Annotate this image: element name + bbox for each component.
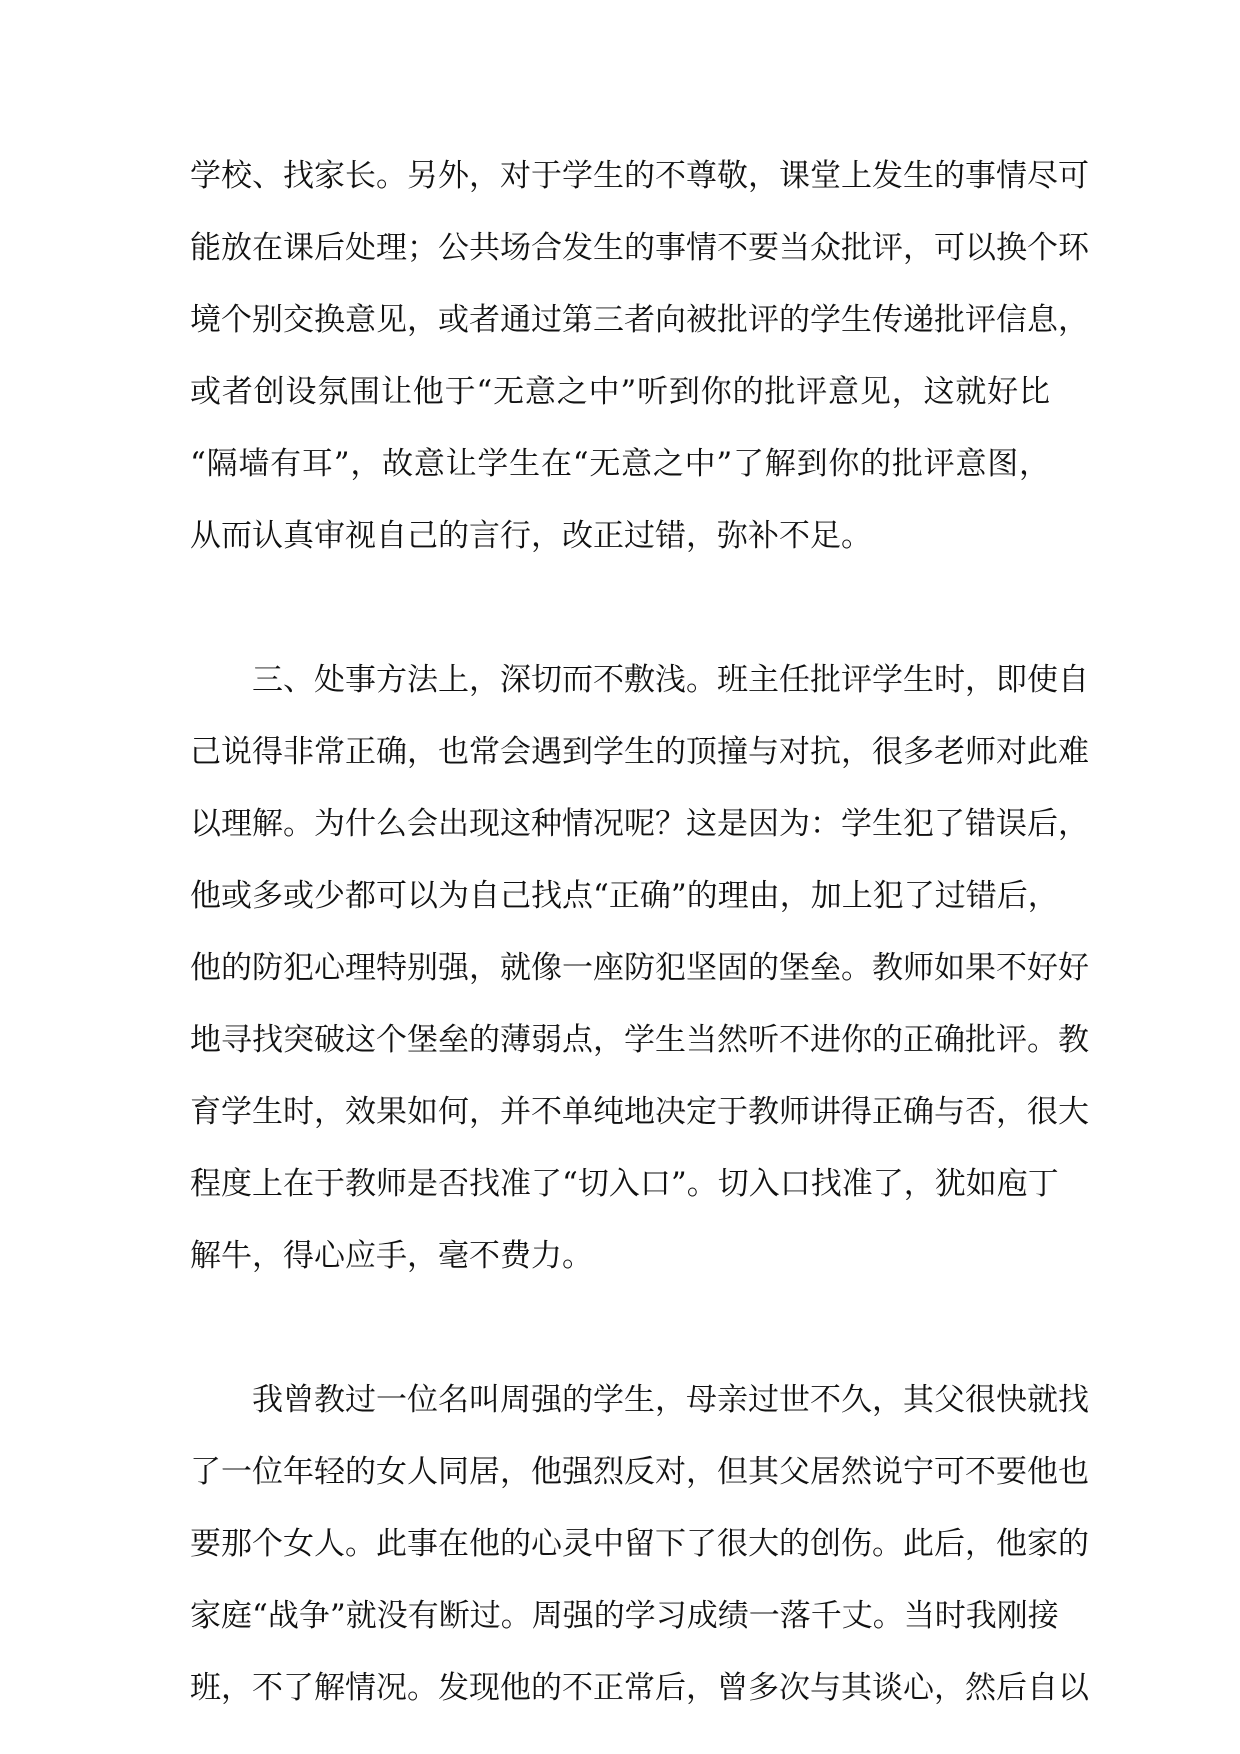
paragraph-spacer [190,1292,1050,1364]
paragraph-1 [190,140,1089,572]
text-line: “隔墙有耳”，故意让学生在“无意之中”了解到你的批评意图， [190,446,1050,482]
text-line: 要那个女人。此事在他的心灵中留下了很大的创伤。此后，他家的 [190,1526,1089,1562]
text-line: 家庭“战争”就没有断过。周强的学习成绩一落千丈。当时我刚接 [190,1598,1059,1634]
text-line: 程度上在于教师是否找准了“切入口”。切入口找准了，犹如庖丁 [190,1166,1059,1202]
text-line: 从而认真审视自己的言行，改正过错，弥补不足。 [190,518,872,554]
text-line: 己说得非常正确，也常会遇到学生的顶撞与对抗，很多老师对此难 [190,734,1089,770]
text-line: 三、处事方法上，深切而不敷浅。班主任批评学生时，即使自 [252,662,1089,698]
paragraph-2 [190,644,1089,1292]
paragraph-spacer [190,572,1050,644]
document-page [190,140,1089,1724]
text-line: 我曾教过一位名叫周强的学生，母亲过世不久，其父很快就找 [252,1382,1089,1418]
text-line: 他或多或少都可以为自己找点“正确”的理由，加上犯了过错后， [190,878,1059,914]
text-line: 能放在课后处理；公共场合发生的事情不要当众批评，可以换个环 [190,230,1089,266]
text-line: 境个别交换意见，或者通过第三者向被批评的学生传递批评信息， [190,302,1089,338]
text-line: 他的防犯心理特别强，就像一座防犯坚固的堡垒。教师如果不好好 [190,950,1089,986]
text-line: 或者创设氛围让他于“无意之中”听到你的批评意见，这就好比 [190,374,1050,410]
text-line: 了一位年轻的女人同居，他强烈反对，但其父居然说宁可不要他也 [190,1454,1089,1490]
text-line: 地寻找突破这个堡垒的薄弱点，学生当然听不进你的正确批评。教 [190,1022,1089,1058]
text-line: 班，不了解情况。发现他的不正常后，曾多次与其谈心，然后自以 [190,1670,1089,1706]
text-line: 学校、找家长。另外，对于学生的不尊敬，课堂上发生的事情尽可 [190,158,1089,194]
text-line: 以理解。为什么会出现这种情况呢？这是因为：学生犯了错误后， [190,806,1089,842]
text-line: 育学生时，效果如何，并不单纯地决定于教师讲得正确与否，很大 [190,1094,1089,1130]
text-line: 解牛，得心应手，毫不费力。 [190,1238,593,1274]
paragraph-3 [190,1364,1089,1724]
